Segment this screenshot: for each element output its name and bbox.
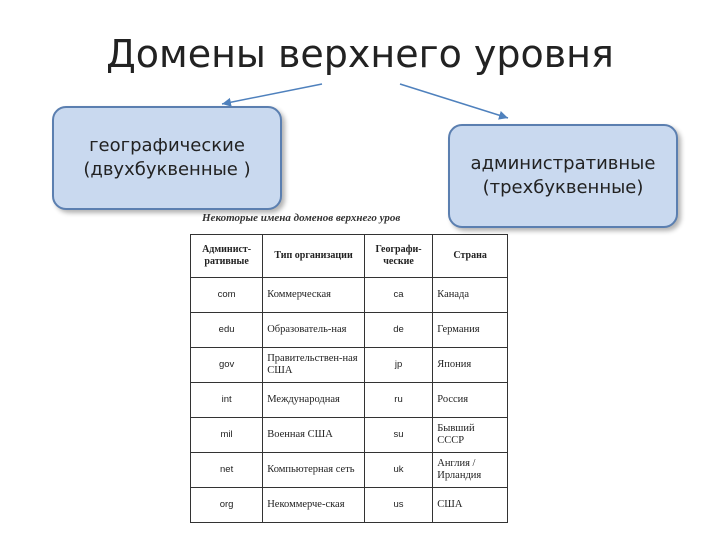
table-cell: Правительствен-ная США bbox=[263, 348, 365, 383]
table-row bbox=[191, 453, 508, 488]
table-cell: Международная bbox=[263, 383, 365, 418]
table-cell: Коммерческая bbox=[263, 278, 365, 313]
table-cell: mil bbox=[191, 418, 263, 453]
table-cell: su bbox=[364, 418, 432, 453]
table-cell: ru bbox=[364, 383, 432, 418]
arrow-left bbox=[222, 84, 322, 104]
table-row bbox=[191, 348, 508, 383]
table-row bbox=[191, 278, 508, 313]
administrative-domains-box bbox=[448, 124, 678, 228]
table-cell: Компьютерная сеть bbox=[263, 453, 365, 488]
geographic-box-line2: (двухбуквенные ) bbox=[83, 159, 251, 180]
table-header: Админист-ративные bbox=[191, 235, 263, 278]
table-cell: США bbox=[433, 488, 508, 523]
table-cell: Образователь-ная bbox=[263, 313, 365, 348]
table-cell: Япония bbox=[433, 348, 508, 383]
domains-table bbox=[190, 234, 508, 523]
slide-title: Домены верхнего уровня bbox=[106, 32, 614, 76]
table-cell: gov bbox=[191, 348, 263, 383]
table-cell: Англия / Ирландия bbox=[433, 453, 508, 488]
table-cell: Россия bbox=[433, 383, 508, 418]
table-row bbox=[191, 488, 508, 523]
table-cell: Бывший СССР bbox=[433, 418, 508, 453]
table-cell: Канада bbox=[433, 278, 508, 313]
table-caption: Некоторые имена доменов верхнего уров bbox=[202, 212, 401, 224]
table-header-row bbox=[191, 235, 508, 278]
table-cell: org bbox=[191, 488, 263, 523]
geographic-domains-box bbox=[52, 106, 282, 210]
table-row bbox=[191, 383, 508, 418]
table-header: Тип организации bbox=[263, 235, 365, 278]
table-cell: int bbox=[191, 383, 263, 418]
table-cell: Военная США bbox=[263, 418, 365, 453]
arrow-right bbox=[400, 84, 508, 118]
administrative-box-line1: административные bbox=[470, 153, 656, 174]
table-header: Географи-ческие bbox=[364, 235, 432, 278]
table-cell: de bbox=[364, 313, 432, 348]
table-row bbox=[191, 418, 508, 453]
table-header: Страна bbox=[433, 235, 508, 278]
geographic-box-line1: географические bbox=[89, 135, 245, 156]
table-cell: ca bbox=[364, 278, 432, 313]
table-cell: Некоммерче-ская bbox=[263, 488, 365, 523]
table-cell: jp bbox=[364, 348, 432, 383]
table-cell: net bbox=[191, 453, 263, 488]
table-row bbox=[191, 313, 508, 348]
table-cell: us bbox=[364, 488, 432, 523]
administrative-box-line2: (трехбуквенные) bbox=[482, 177, 644, 198]
table-cell: Германия bbox=[433, 313, 508, 348]
table-cell: uk bbox=[364, 453, 432, 488]
table-cell: edu bbox=[191, 313, 263, 348]
table-cell: com bbox=[191, 278, 263, 313]
